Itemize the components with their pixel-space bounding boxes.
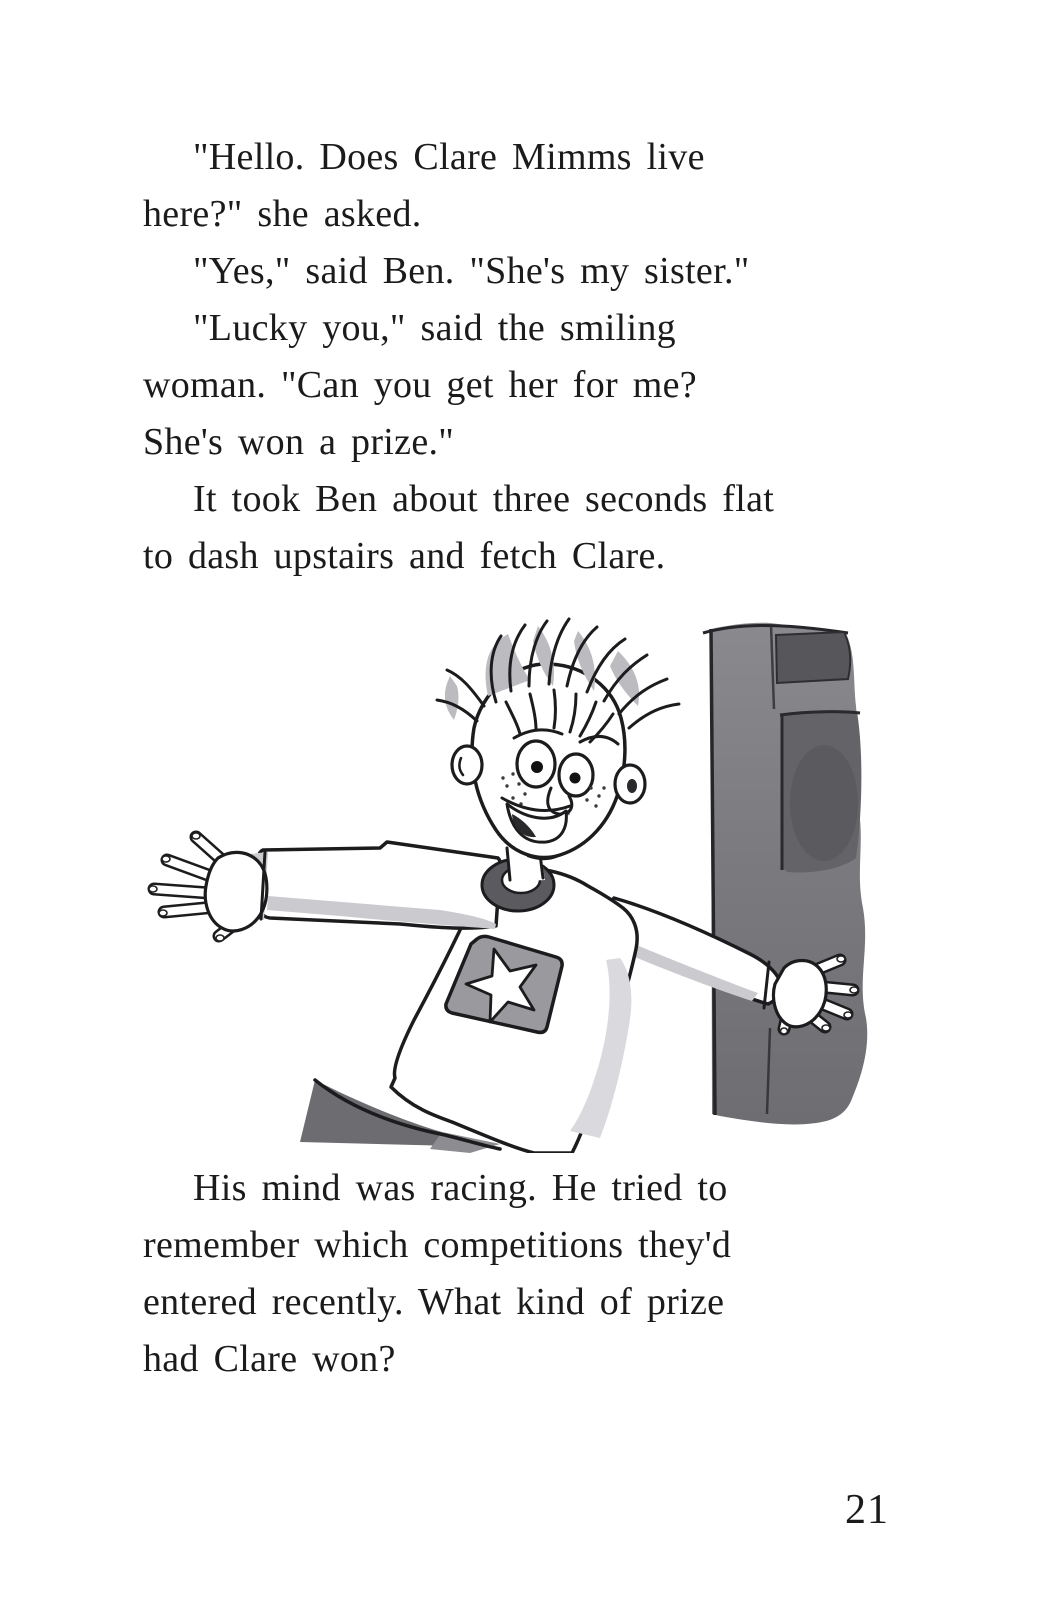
text-line: here?" she asked.: [143, 193, 422, 235]
story-text-top: [143, 129, 903, 585]
text-line: "Yes," said Ben. "She's my sister.": [193, 250, 750, 292]
text-line: woman. "Can you get her for me?: [143, 364, 697, 406]
text-line: to dash upstairs and fetch Clare.: [143, 535, 666, 577]
door-top-panel: [776, 632, 850, 683]
text-line: "Lucky you," said the smiling: [193, 307, 676, 349]
text-line: His mind was racing. He tried to: [193, 1167, 728, 1209]
text-line: remember which competitions they'd: [143, 1224, 732, 1266]
story-text-bottom: [143, 1160, 903, 1388]
text-line: entered recently. What kind of prize: [143, 1281, 725, 1323]
text-line: had Clare won?: [143, 1338, 396, 1380]
text-line: She's won a prize.": [143, 421, 455, 463]
door-main-panel: [780, 711, 861, 873]
boy-left-arm: [149, 833, 500, 941]
boy-left-hand: [149, 833, 267, 941]
boy-head: [437, 619, 679, 859]
page-number: 21: [845, 1487, 889, 1533]
door-illustration: [703, 623, 867, 1125]
text-line: It took Ben about three seconds flat: [193, 478, 775, 520]
text-line: "Hello. Does Clare Mimms live: [193, 136, 705, 178]
illustration-boy-at-door: [100, 608, 912, 1153]
